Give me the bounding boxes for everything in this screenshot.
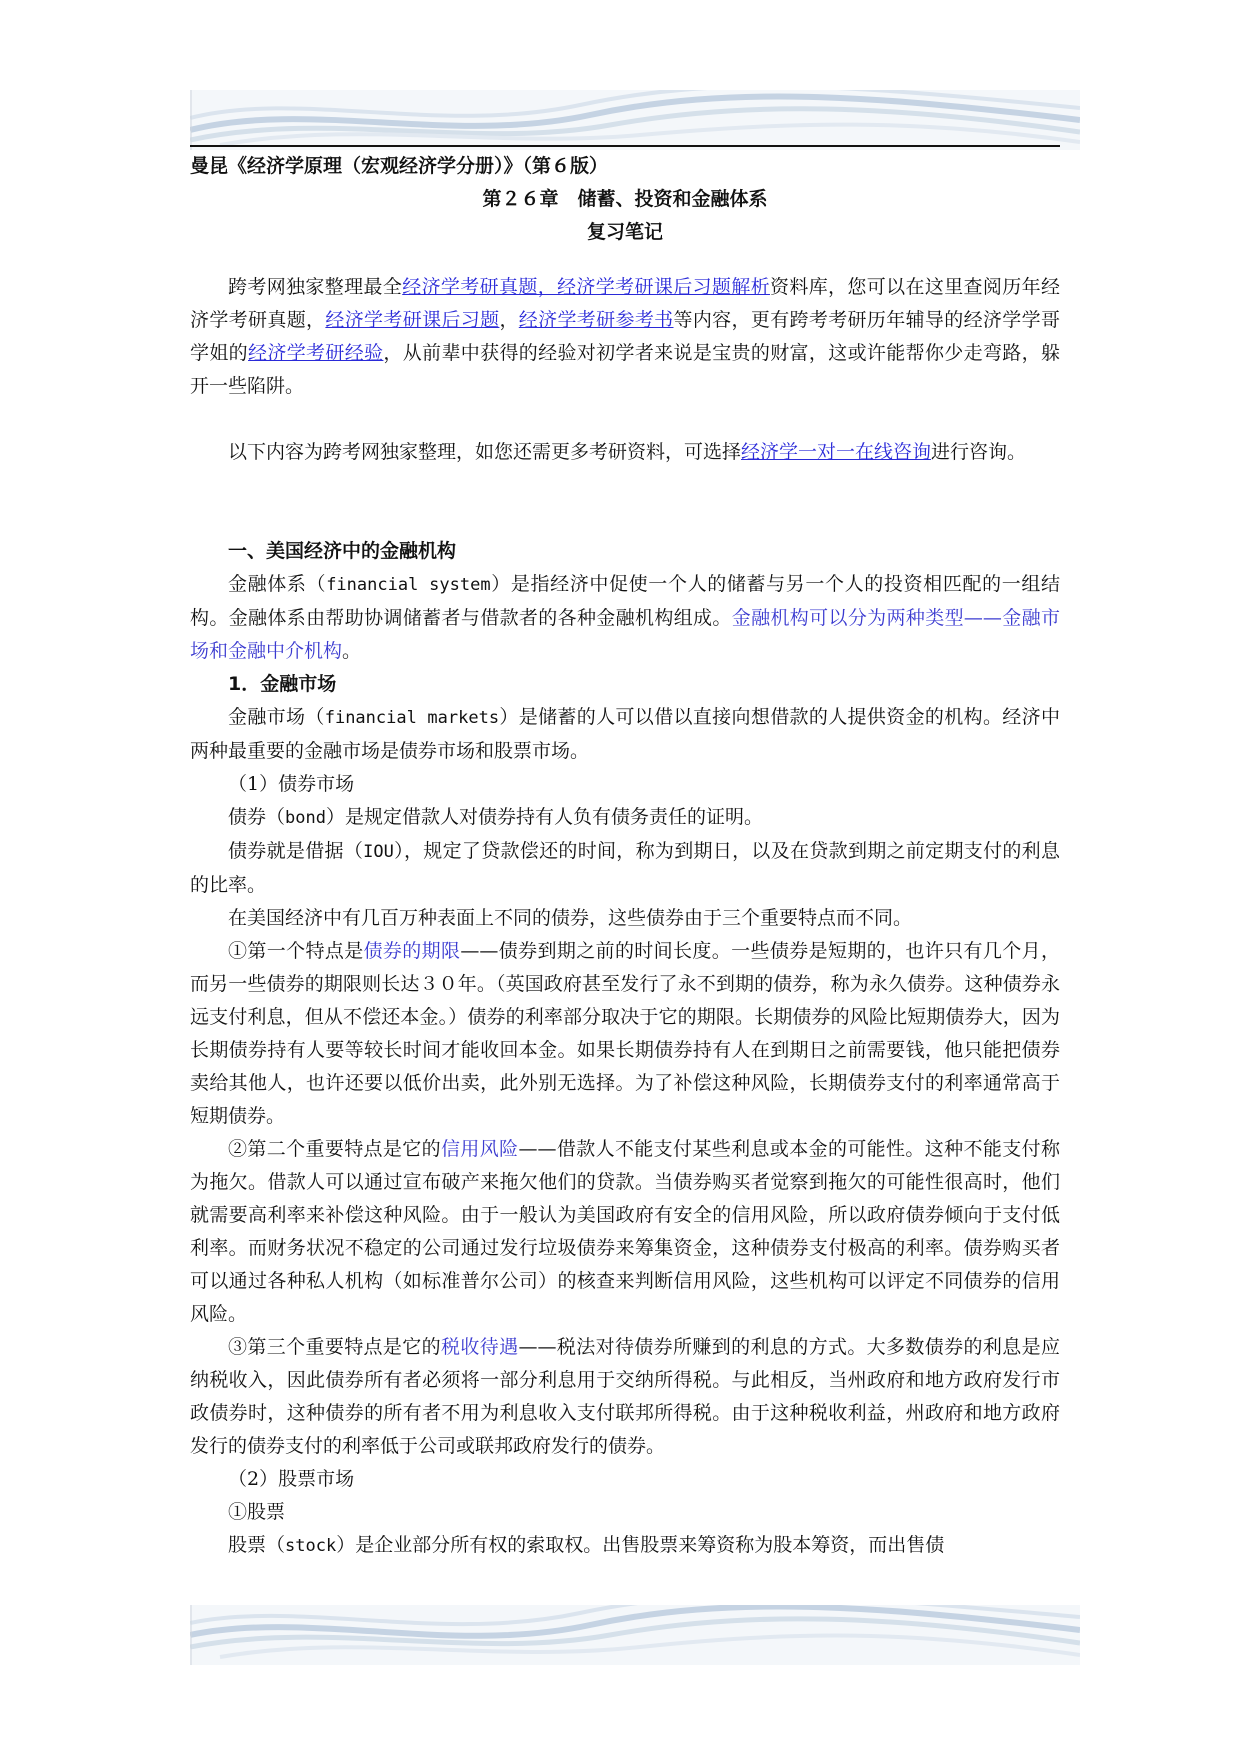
intro1-text-4: 等内容，更有跨考考研历年辅导的经济学学哥学姐的 xyxy=(190,309,1060,364)
subheading-stock-market: （2）股票市场 xyxy=(228,1468,355,1490)
term-financial-system: financial system xyxy=(326,575,491,595)
p1-text-b: ）是指经济中促使一个人的储蓄与另一个人的投资相匹配的一组结构。金融体系由帮助协调储蓄者与借款者的各种金融机构组成。 xyxy=(190,573,1060,629)
p1-text-a: 金融体系（ xyxy=(228,573,327,595)
intro1-text-5: ，从前辈中获得的经验对初学者来说是宝贵的财富，这或许能帮你少走弯路，躲开一些陷阱。 xyxy=(190,342,1060,397)
p7-text-a: ②第二个重要特点是它的 xyxy=(228,1138,442,1160)
p2-text-b: ）是储蓄的人可以借以直接向想借款的人提供资金的机构。经济中两种最重要的金融市场是债券市场和股票市场。 xyxy=(190,706,1060,762)
p3-text-a: 债券（ xyxy=(228,806,286,828)
intro1-text-1: 跨考网独家整理最全 xyxy=(228,276,403,298)
subheading-bond-market: （1）债券市场 xyxy=(228,773,355,795)
paragraph-bond-iou xyxy=(190,835,1060,902)
subheading-stock: ①股票 xyxy=(228,1501,286,1523)
term-financial-markets: financial markets xyxy=(324,708,500,728)
p9-text-a: 股票（ xyxy=(228,1534,286,1556)
intro-paragraph-2 xyxy=(190,436,1060,469)
paragraph-bond-features: 在美国经济中有几百万种表面上不同的债券，这些债券由于三个重要特点而不同。 xyxy=(228,907,913,929)
p8-text-b: ——税法对待债券所赚到的利息的方式。大多数债券的利息是应纳税收入，因此债券所有者必须将一部分利息用于交纳所得税。与此相反，当州政府和地方政府发行市政债券时，这种债券的所有者不用为利息收入支付联邦所得税。由于这种税收利益，州政府和地方政府发行的债券支付的利率低于公司或联邦政府发行的债券。 xyxy=(190,1336,1060,1457)
p4-text-a: 债券就是借据（ xyxy=(228,840,364,862)
p3-text-b: ）是规定借款人对债券持有人负有债务责任的证明。 xyxy=(325,806,763,828)
term-bond: bond xyxy=(285,808,326,828)
term-iou: IOU xyxy=(363,842,394,862)
book-title: 曼昆《经济学原理（宏观经济学分册）》（第６版） xyxy=(190,155,609,177)
header-rule xyxy=(190,145,1060,147)
document-body xyxy=(190,150,1060,1563)
p8-text-a: ③第三个重要特点是它的 xyxy=(228,1336,442,1358)
intro2-text-1: 以下内容为跨考网独家整理，如您还需更多考研资料，可选择 xyxy=(228,441,742,463)
intro1-text-2: 资料库，您可以在这里查阅历年经济学考研真题， xyxy=(190,276,1060,331)
p6-text-b: ——债券到期之前的时间长度。一些债券是短期的，也许只有几个月，而另一些债券的期限则长达３０年。（英国政府甚至发行了永不到期的债券，称为永久债券。这种债券永远支付利息，但从不偿还本金。）债券的利率部分取决于它的期限。长期债券的风险比短期债券大，因为长期债券持有人要等较长时间才能收回本金。如果长期债券持有人在到期日之前需要钱，他只能把债券卖给其他人，也许还要以低价出卖，此外别无选择。为了补偿这种风险，长期债券支付的利率通常高于短期债券。 xyxy=(190,940,1060,1127)
p6-highlight: 债券的期限 xyxy=(363,940,461,962)
paragraph-credit-risk xyxy=(190,1133,1060,1331)
p1-text-c: 。 xyxy=(342,640,362,662)
section-title: 复习笔记 xyxy=(586,221,663,243)
link-exercises[interactable]: 经济学考研课后习题 xyxy=(325,309,500,331)
paragraph-stock-definition xyxy=(190,1529,1060,1563)
intro2-text-2: 进行咨询。 xyxy=(931,441,1027,463)
link-reference-books[interactable]: 经济学考研参考书 xyxy=(518,309,674,331)
p7-highlight: 信用风险 xyxy=(441,1138,519,1160)
paragraph-bond-definition xyxy=(190,801,1060,835)
paragraph-financial-system xyxy=(190,568,1060,668)
chapter-title: 第２６章 储蓄、投资和金融体系 xyxy=(482,188,768,210)
subheading-financial-markets: 1．金融市场 xyxy=(228,673,337,695)
link-exam-experience[interactable]: 经济学考研经验 xyxy=(248,342,384,364)
p8-highlight: 税收待遇 xyxy=(441,1336,519,1358)
link-consultation[interactable]: 经济学一对一在线咨询 xyxy=(741,441,932,463)
paragraph-financial-markets xyxy=(190,701,1060,768)
p6-text-a: ①第一个特点是 xyxy=(228,940,364,962)
p7-text-b: ——借款人不能支付某些利息或本金的可能性。这种不能支付称为拖欠。借款人可以通过宣布破产来拖欠他们的贷款。当债券购买者觉察到拖欠的可能性很高时，他们就需要高利率来补偿这种风险。由于一般认为美国政府有安全的信用风险，所以政府债券倾向于支付低利率。而财务状况不稳定的公司通过发行垃圾债券来筹集资金，这种债券支付极高的利率。债券购买者可以通过各种私人机构（如标准普尔公司）的核查来判断信用风险，这些机构可以评定不同债券的信用风险。 xyxy=(190,1138,1060,1325)
intro1-text-3: ， xyxy=(499,309,519,331)
footer-decoration xyxy=(190,1605,1080,1665)
section-heading-1: 一、美国经济中的金融机构 xyxy=(228,540,457,562)
link-exam-papers[interactable]: 经济学考研真题，经济学考研课后习题解析 xyxy=(402,276,770,298)
p9-text-b: ）是企业部分所有权的索取权。出售股票来筹资称为股本筹资，而出售债 xyxy=(336,1534,945,1556)
intro-paragraph-1 xyxy=(190,271,1060,403)
paragraph-bond-term xyxy=(190,935,1060,1133)
term-stock: stock xyxy=(285,1536,337,1556)
header-decoration xyxy=(190,90,1080,150)
p2-text-a: 金融市场（ xyxy=(228,706,325,728)
p1-highlight: 金融机构可以分为两种类型——金融市场和金融中介机构 xyxy=(190,607,1060,662)
p4-text-b: ），规定了贷款偿还的时间，称为到期日，以及在贷款到期之前定期支付的利息的比率。 xyxy=(190,840,1060,896)
paragraph-tax-treatment xyxy=(190,1331,1060,1463)
